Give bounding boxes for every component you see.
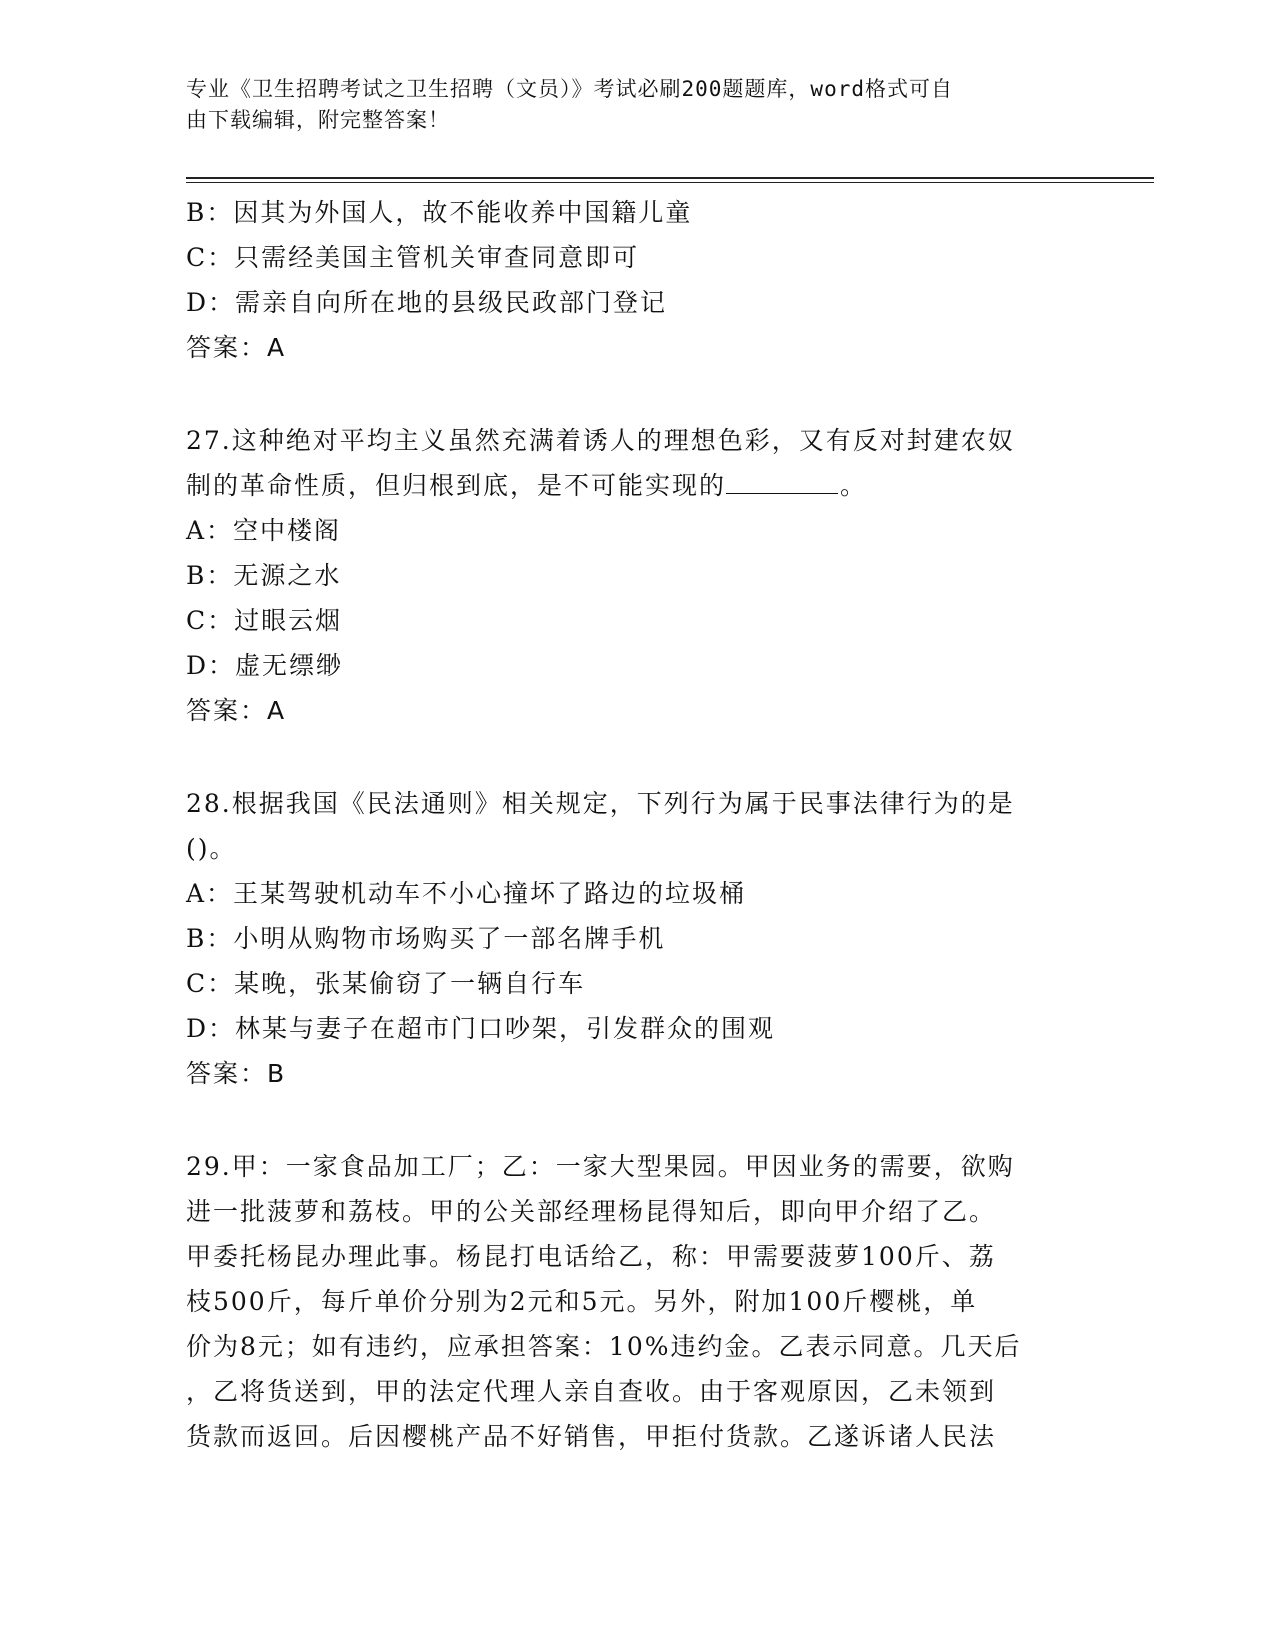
answer: 答案：B	[186, 1059, 287, 1088]
question-26-tail	[186, 190, 1086, 370]
option-b: B：无源之水	[186, 561, 342, 590]
option-b: B：小明从购物市场购买了一部名牌手机	[186, 924, 666, 953]
question-28	[186, 781, 1086, 1096]
option-d: D：林某与妻子在超市门口吵架，引发群众的围观	[186, 1014, 776, 1043]
spacer	[186, 733, 1086, 781]
question-text-line: ，乙将货送到，甲的法定代理人亲自查收。由于客观原因，乙未领到	[186, 1377, 997, 1406]
option-c: C：过眼云烟	[186, 606, 343, 635]
option-c: C：某晚，张某偷窃了一辆自行车	[186, 969, 586, 998]
answer: 答案：A	[186, 333, 287, 362]
option-d: D：虚无缥缈	[186, 651, 344, 680]
option-a: A：王某驾驶机动车不小心撞坏了路边的垃圾桶	[186, 879, 747, 908]
header-line-2: 由下载编辑，附完整答案！	[186, 108, 450, 132]
option-b: B：因其为外国人，故不能收养中国籍儿童	[186, 198, 693, 227]
header-line-1: 专业《卫生招聘考试之卫生招聘（文员）》考试必刷200题题库，word格式可自	[186, 77, 953, 101]
fill-blank	[726, 469, 838, 494]
question-27	[186, 418, 1086, 733]
question-text-line	[186, 463, 1086, 508]
question-text-line: 29.甲：一家食品加工厂；乙：一家大型果园。甲因业务的需要，欲购	[186, 1152, 1015, 1181]
question-text: 制的革命性质，但归根到底，是不可能实现的	[186, 471, 727, 500]
spacer	[186, 1096, 1086, 1144]
answer: 答案：A	[186, 696, 287, 725]
question-text-line: 进一批菠萝和荔枝。甲的公关部经理杨昆得知后，即向甲介绍了乙。	[186, 1197, 997, 1226]
question-text-line: 27.这种绝对平均主义虽然充满着诱人的理想色彩，又有反对封建农奴	[186, 426, 1015, 455]
question-text-line: 价为8元；如有违约，应承担答案：10%违约金。乙表示同意。几天后	[186, 1332, 1022, 1361]
question-text-line: 货款而返回。后因樱桃产品不好销售，甲拒付货款。乙遂诉诸人民法	[186, 1422, 997, 1451]
option-c: C：只需经美国主管机关审查同意即可	[186, 243, 640, 272]
question-text-line: 28.根据我国《民法通则》相关规定，下列行为属于民事法律行为的是	[186, 789, 1015, 818]
option-a: A：空中楼阁	[186, 516, 342, 545]
question-text-end: 。	[840, 471, 868, 500]
question-text-line: 枝500斤，每斤单价分别为2元和5元。另外，附加100斤樱桃，单	[186, 1287, 978, 1316]
header-divider	[186, 177, 1154, 183]
question-text-line: ()。	[186, 834, 237, 863]
question-29	[186, 1144, 1086, 1459]
question-text-line: 甲委托杨昆办理此事。杨昆打电话给乙，称：甲需要菠萝100斤、荔	[186, 1242, 996, 1271]
spacer	[186, 370, 1086, 418]
question-content	[186, 190, 1086, 1459]
option-d: D：需亲自向所在地的县级民政部门登记	[186, 288, 668, 317]
page-header	[186, 74, 1066, 136]
